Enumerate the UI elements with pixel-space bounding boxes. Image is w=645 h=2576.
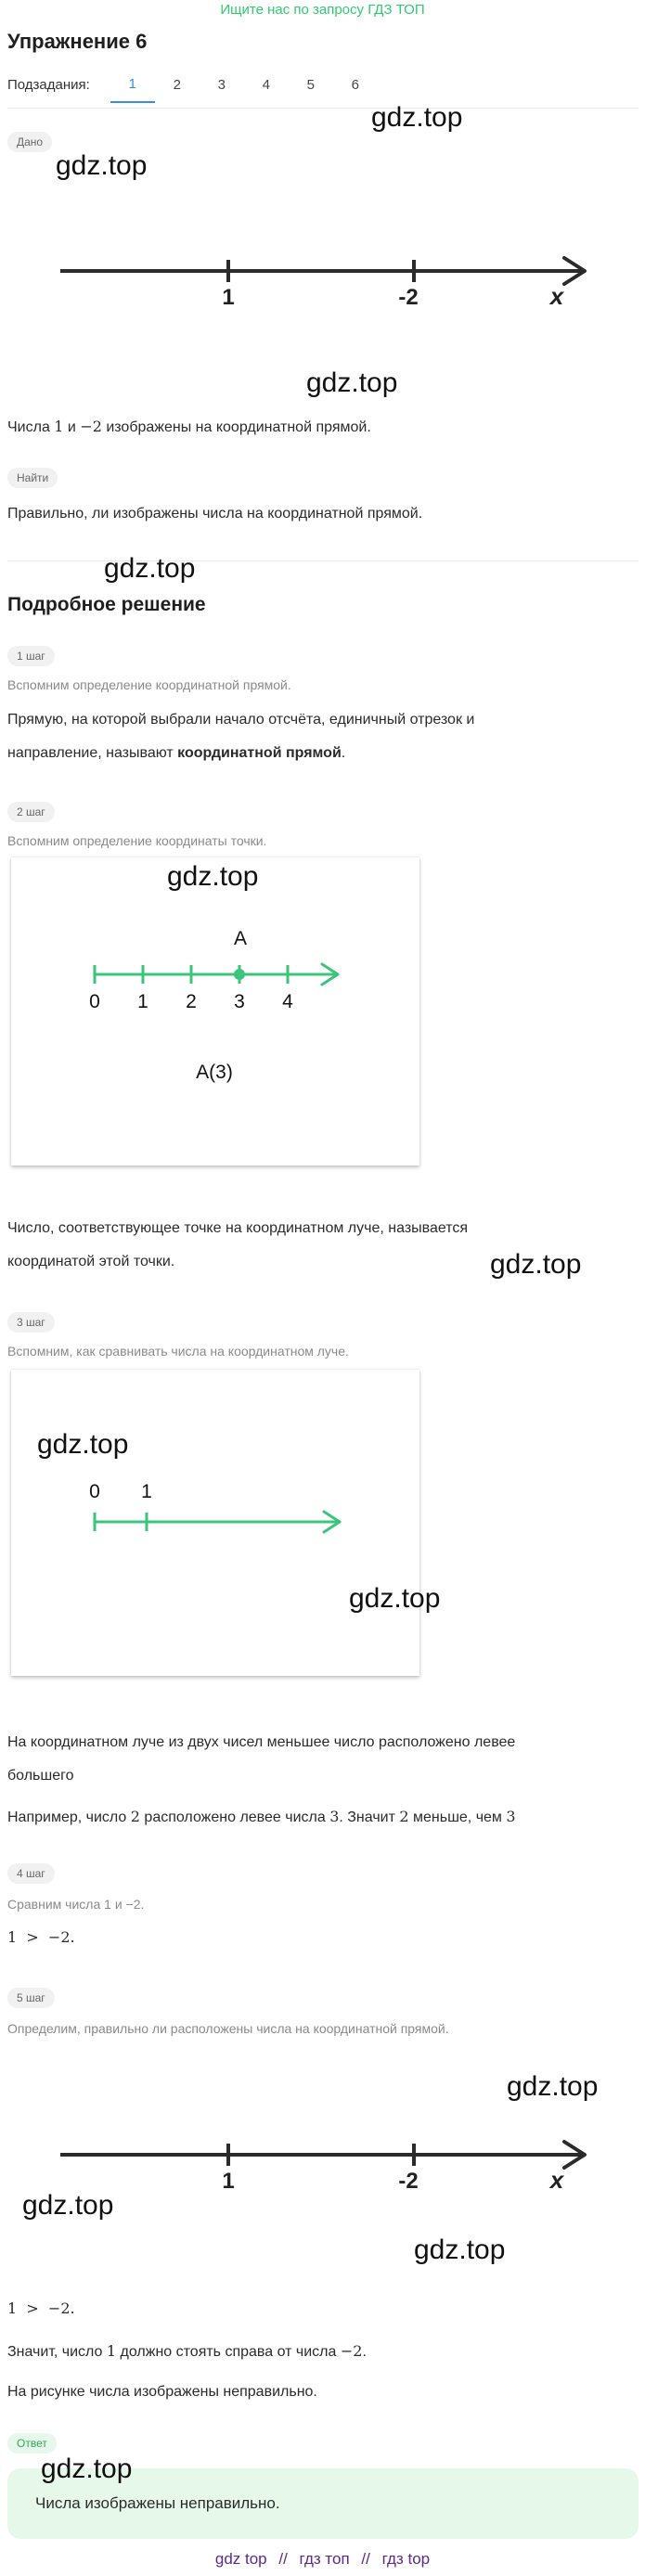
- watermark: gdz.top: [371, 102, 463, 133]
- text-part: направление, называют: [7, 745, 178, 761]
- text-part: изображены на координатной прямой.: [101, 419, 371, 435]
- point-a-marker: [234, 969, 245, 980]
- coordinate-ray-figure: [11, 1370, 419, 1676]
- find-text: Правильно, ли изображены числа на координатной прямой.: [7, 506, 423, 522]
- tick-label: -2: [398, 285, 419, 310]
- math-number: 1: [54, 418, 64, 435]
- answer-chip: Ответ: [7, 2433, 57, 2454]
- text-part: Например, число: [7, 1810, 131, 1825]
- answer-text: Числа изображены неправильно.: [35, 2494, 280, 2512]
- watermark: gdz.top: [490, 1249, 582, 1280]
- text-part: Значит, число: [7, 2344, 107, 2360]
- step3-line3: [7, 1800, 516, 1835]
- math-number: −2: [340, 2342, 363, 2360]
- tick-label: 4: [282, 991, 293, 1012]
- divider: [7, 560, 639, 561]
- step5-formula: 1 > −2.: [7, 2299, 75, 2317]
- step3-hint: Вспомним, как сравнивать числа на координатном луче.: [7, 1344, 349, 1359]
- tab-subtask-2[interactable]: 2: [173, 77, 181, 93]
- text-part: Числа: [7, 419, 55, 435]
- footer-link[interactable]: гдз top: [381, 2550, 431, 2568]
- step2-line1: Число, соответствующее точке на координатном луче, называется: [7, 1220, 469, 1236]
- subtasks-nav: [7, 76, 378, 103]
- step3-chip: 3 шаг: [7, 1312, 55, 1333]
- tab-subtask-5[interactable]: 5: [306, 77, 315, 93]
- tick-label: 3: [234, 991, 245, 1012]
- step4-formula: 1 > −2.: [7, 1928, 75, 1946]
- step3-line2: большего: [7, 1768, 74, 1784]
- step1-hint: Вспомним определение координатной прямой.: [7, 677, 291, 692]
- math-number: 2: [130, 1808, 140, 1825]
- footer-links: [0, 2550, 645, 2569]
- step1-chip: 1 шаг: [7, 646, 55, 666]
- watermark: gdz.top: [167, 861, 259, 892]
- point-label: A: [233, 928, 248, 949]
- step3-line1: На координатном луче из двух чисел меньшее число расположено левее: [7, 1734, 516, 1750]
- axis-label: x: [549, 2166, 564, 2194]
- tab-subtask-4[interactable]: 4: [262, 77, 270, 93]
- tick-label: -2: [398, 2169, 419, 2194]
- tab-subtask-6[interactable]: 6: [351, 77, 359, 93]
- axis-label: x: [549, 282, 564, 310]
- text-part: .: [341, 745, 346, 761]
- step5-line2: На рисунке числа изображены неправильно.: [7, 2384, 317, 2400]
- watermark: gdz.top: [104, 553, 196, 584]
- given-text: [7, 410, 371, 444]
- math-number: 1: [106, 2342, 117, 2360]
- tab-subtask-1[interactable]: 1: [110, 76, 155, 103]
- tick-label: 1: [137, 991, 148, 1012]
- watermark: gdz.top: [37, 1429, 129, 1460]
- solution-title: Подробное решение: [7, 594, 206, 615]
- text-part: и: [63, 419, 81, 435]
- math-number: 3: [329, 1808, 340, 1825]
- step5-chip: 5 шаг: [7, 1988, 55, 2008]
- coordinate-ray-figure: [11, 857, 419, 1166]
- watermark: gdz.top: [507, 2071, 599, 2102]
- divider: [7, 108, 639, 109]
- footer-link[interactable]: gdz top: [214, 2550, 267, 2568]
- math-number: 2: [399, 1808, 409, 1825]
- step2-line2: координатой этой точки.: [7, 1254, 175, 1269]
- footer-separator: //: [361, 2550, 370, 2568]
- tick-label: 2: [186, 991, 197, 1012]
- text-part: .: [362, 2344, 367, 2360]
- promo-banner[interactable]: Ищите нас по запросу ГДЗ ТОП: [220, 2, 425, 18]
- text-part: расположено левее числа: [139, 1810, 330, 1825]
- tick-label: 1: [222, 2169, 235, 2194]
- watermark: gdz.top: [22, 2190, 114, 2221]
- tick-label: 0: [89, 1481, 100, 1502]
- step5-line1: [7, 2335, 367, 2369]
- step5-hint: Определим, правильно ли расположены числа на координатной прямой.: [7, 2021, 449, 2036]
- watermark: gdz.top: [41, 2454, 133, 2484]
- find-chip: Найти: [7, 468, 58, 488]
- tick-label: 0: [89, 991, 100, 1012]
- text-part: . Значит: [339, 1810, 400, 1825]
- point-caption: A(3): [196, 1062, 233, 1083]
- tab-subtask-3[interactable]: 3: [217, 77, 226, 93]
- given-chip: Дано: [7, 132, 52, 152]
- step2-hint: Вспомним определение координаты точки.: [7, 833, 267, 848]
- watermark: gdz.top: [349, 1583, 441, 1614]
- step3-figure-card: [11, 1370, 441, 1676]
- step4-chip: 4 шаг: [7, 1863, 55, 1884]
- term-bold: координатной прямой: [177, 745, 342, 761]
- step2-chip: 2 шаг: [7, 802, 55, 822]
- step1-line2: [7, 737, 345, 770]
- step4-hint: Сравним числа 1 и −2.: [7, 1897, 145, 1912]
- step5-number-line: [0, 2125, 645, 2199]
- math-number: 3: [506, 1808, 516, 1825]
- watermark: gdz.top: [306, 367, 398, 398]
- page-title: Упражнение 6: [7, 30, 148, 53]
- math-number: −2: [80, 418, 102, 435]
- given-number-line: [0, 241, 645, 316]
- text-part: меньше, чем: [408, 1810, 507, 1825]
- step1-line1: Прямую, на которой выбрали начало отсчёта, единичный отрезок и: [7, 712, 475, 728]
- step2-figure-card: [11, 857, 419, 1166]
- subtasks-label: Подзадания:: [7, 77, 90, 93]
- text-part: должно стоять справа от числа: [116, 2344, 341, 2360]
- footer-link[interactable]: гдз топ: [299, 2550, 350, 2568]
- watermark: gdz.top: [56, 150, 148, 181]
- tick-label: 1: [222, 285, 235, 310]
- footer-separator: //: [278, 2550, 288, 2568]
- watermark: gdz.top: [414, 2235, 506, 2265]
- tick-label: 1: [141, 1481, 152, 1502]
